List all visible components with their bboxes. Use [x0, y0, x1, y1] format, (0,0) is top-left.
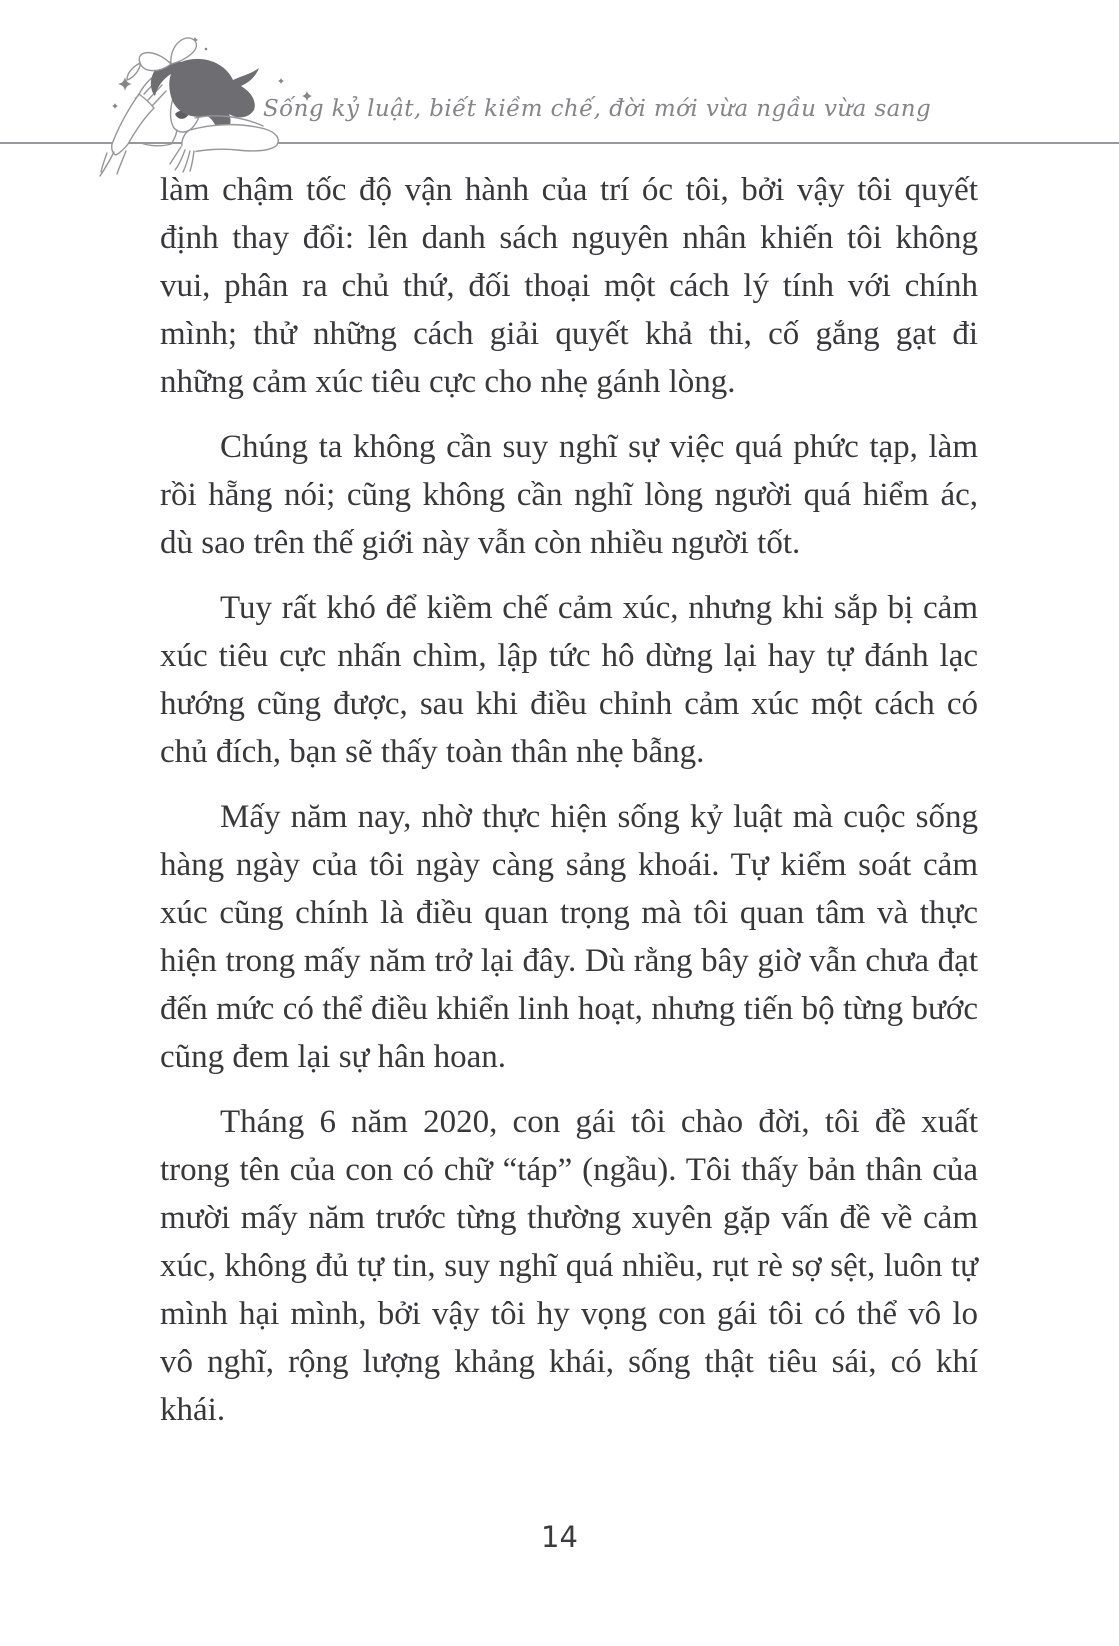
body-paragraph-4: Mấy năm nay, nhờ thực hiện sống kỷ luật mà cuộc sống hàng ngày của tôi ngày càng sảng khoái. Tự kiểm soát cảm xúc cũng chính là điều quan trọng mà tôi quan tâm và thực hiện trong mấy năm trở lại đây. Dù rằng bây giờ vẫn chưa đạt đến mức có thể điều khiển linh hoạt, nhưng tiến bộ từng bước cũng đem lại sự hân hoan. — [160, 799, 978, 1075]
body-paragraph-5: Tháng 6 năm 2020, con gái tôi chào đời, tôi đề xuất trong tên của con có chữ “táp” (ngầu). Tôi thấy bản thân của mười mấy năm trước từng thường xuyên gặp vấn đề về cảm xúc, không đủ tự tin, suy nghĩ quá nhiều, rụt rè sợ sệt, luôn tự mình hại mình, bởi vậy tôi hy vọng con gái tôi có thể vô lo vô nghĩ, rộng lượng khảng khái, sống thật tiêu sái, có khí khái. — [160, 1104, 978, 1428]
chapter-title: Sống kỷ luật, biết kiềm chế, đời mới vừa ngầu vừa sang — [263, 96, 932, 122]
body-paragraph-2: Chúng ta không cần suy nghĩ sự việc quá phức tạp, làm rồi hẵng nói; cũng không cần nghĩ lòng người quá hiểm ác, dù sao trên thế giới này vẫn còn nhiều người tốt. — [160, 429, 978, 561]
right-arm — [182, 125, 278, 153]
body-paragraph-3: Tuy rất khó để kiềm chế cảm xúc, nhưng khi sắp bị cảm xúc tiêu cực nhấn chìm, lập tức hô dừng lại hay tự đánh lạc hướng cũng được, sau khi điều chỉnh cảm xúc một cách có chủ đích, bạn sẽ thấy toàn thân nhẹ bẫng. — [160, 590, 978, 770]
left-arm — [112, 94, 154, 155]
body-paragraph-1: làm chậm tốc độ vận hành của trí óc tôi, bởi vậy tôi quyết định thay đổi: lên danh sách nguyên nhân khiến tôi không vui, phân ra chủ thứ, đối thoại một cách lý tính với chính mình; thử những cách giải quyết khả thi, cố gắng gạt đi những cảm xúc tiêu cực cho nhẹ gánh lòng. — [160, 172, 978, 400]
page-text — [160, 166, 978, 1451]
page-number: 14 — [541, 1520, 578, 1554]
hair — [151, 59, 259, 135]
